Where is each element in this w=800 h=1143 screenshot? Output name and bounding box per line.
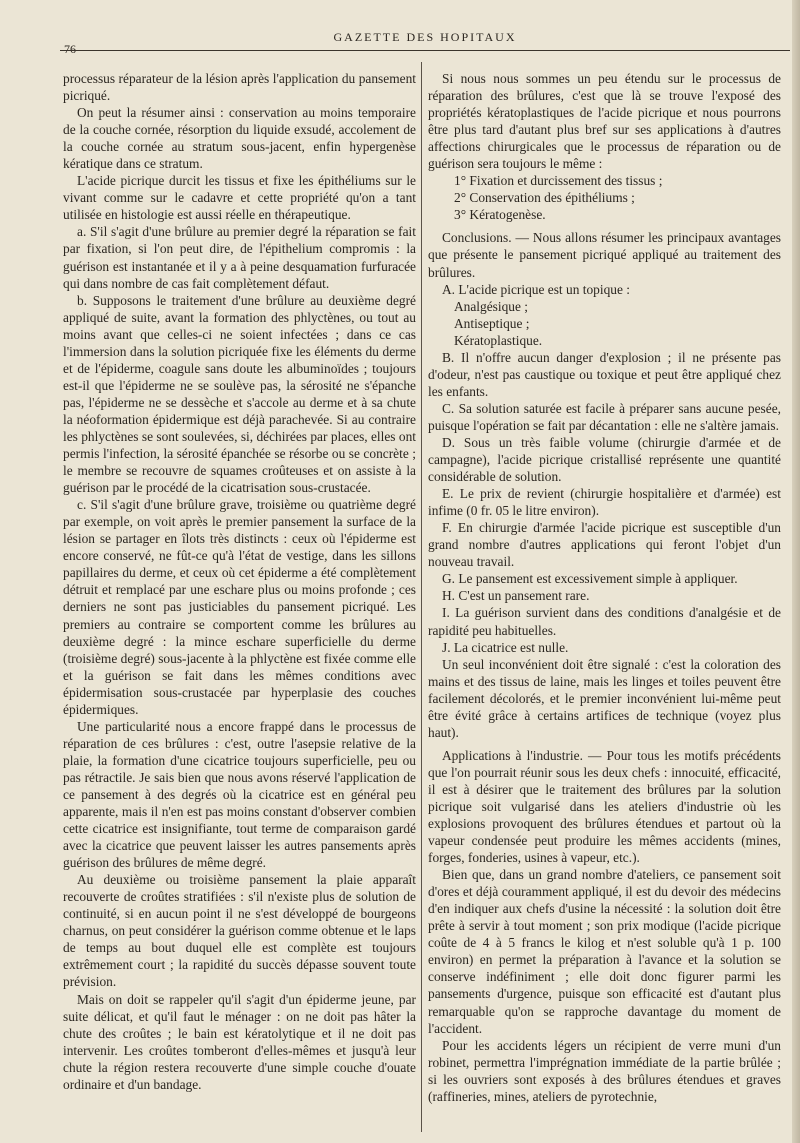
paragraph: C. Sa solution saturée est facile à préparer sans aucune pesée, puisque l'opération se fait par décantation : elle ne s'altère jamais. (428, 400, 781, 433)
running-title: GAZETTE DES HOPITAUX (333, 30, 517, 44)
paragraph: A. L'acide picrique est un topique : (442, 281, 630, 297)
paragraph: E. Le prix de revient (chirurgie hospitalière et d'armée) est infime (0 fr. 05 le litre environ). (428, 486, 781, 519)
paragraph: c. S'il s'agit d'une brûlure grave, troisième ou quatrième degré par exemple, on voit après le premier pansement la surface de la lésion se partager en îlots très distincts : ceux où l'épiderme est encore conservé, ne fût-ce qu'à l'état de vestige, dans les sillons papillaires du derme, et ceux où cet épiderme a été complètement détruit et remplacé par une eschare plus ou moins profonde ; ces derniers ne sont pas justiciables du pansement picriqué. Les premiers au contraire se comportent comme les brûlures au deuxième degré : la mince eschare superficielle du derme (troisième degré) sous-jacente à la phlyctène est fixée comme elle et la guérison se fait dans les mêmes conditions avec épidermisation sous-crustacée par hyperplasie des couches épidermiques. (63, 497, 416, 717)
paragraph: L'acide picrique durcit les tissus et fixe les épithéliums sur le vivant comme sur le cadavre et cette propriété qu'on a tant utilisée en histologie est aussi réelle en thérapeutique. (63, 173, 416, 223)
paragraph: On peut la résumer ainsi : conservation au moins temporaire de la couche cornée, résorption du liquide exsudé, accolement de la couche cornée au stratum sous-jacent, enfin hypergenèse kératique dans ce stratum. (63, 105, 416, 172)
page-edge (792, 0, 800, 1143)
paragraph: Applications à l'industrie. — Pour tous les motifs précédents que l'on pourrait réunir sous les deux chefs : innocuité, efficacité, il est à désirer que le traitement des brûlures par la solution picrique soit vulgarisé dans les ateliers d'industrie où les explosions provoquent des brûlures étendues et partout où la vapeur condensée peut produire les mêmes accidents (mines, forges, fonderies, usines à vapeur, etc.). (428, 747, 781, 866)
left-column (63, 70, 416, 1093)
paragraph: Un seul inconvénient doit être signalé : c'est la coloration des mains et des tissus de laine, mais les linges et toiles peuvent être facilement décolorés, et le premier inconvénient lui-même peut être évité grâce à certains artifices de technique (voyez plus haut). (428, 656, 781, 740)
paragraph: Pour les accidents légers un récipient de verre muni d'un robinet, permettra l'imprégnation immédiate de la partie brûlée ; si les ouvriers sont exposés à des brûlures étendues et graves (raffineries, mines, ateliers de pyrotechnie, (428, 1037, 781, 1104)
paragraph: Si nous nous sommes un peu étendu sur le processus de réparation des brûlures, c'est que là se trouve l'exposé des propriétés kératoplastiques de l'acide picrique et nous pourrons être plus tard d'autant plus bref sur ses applications à d'autres affections chirurgicales que le processus de réparation ou de guérison sera toujours le même : (428, 71, 781, 172)
paragraph: G. Le pansement est excessivement simple à appliquer. (442, 571, 738, 587)
paragraph: I. La guérison survient dans des conditions d'analgésie et de rapidité peu habituelles. (428, 605, 781, 638)
page-number: 76 (64, 42, 76, 56)
paragraph: J. La cicatrice est nulle. (442, 639, 569, 655)
header-rule (60, 50, 790, 51)
paragraph: D. Sous un très faible volume (chirurgie d'armée et de campagne), l'acide picrique cristallisé représente une quantité considérable de solution. (428, 434, 781, 485)
right-column (428, 70, 781, 1105)
paragraph: 3° Kératogenèse. (454, 207, 546, 223)
paragraph: Bien que, dans un grand nombre d'ateliers, ce pansement soit d'ores et déjà couramment appliqué, il est du devoir des médecins d'en indiquer aux chefs d'usine la nécessité : la solution doit être prête à servir à tout moment ; son prix modique (l'acide picrique coûte de 4 à 5 francs le kilog et n'est soluble qu'à 1 p. 100 environ) en permet la préparation à l'avance et la solution se conserve indéfiniment ; elle doit donc figurer parmi les pansements d'urgence, puisque son efficacité est d'autant plus remarquable qu'on se rapproche davantage du moment de l'accident. (428, 867, 781, 1036)
page-header (60, 22, 790, 56)
paragraph: a. S'il s'agit d'une brûlure au premier degré la réparation se fait par fixation, si l'on peut dire, de l'épithelium compromis : la guérison est instantanée et il y a à peine desquamation furfuracée qui dans nombre de cas fait complètement défaut. (63, 224, 416, 291)
paragraph: H. C'est un pansement rare. (442, 588, 590, 604)
paragraph: 1° Fixation et durcissement des tissus ; (454, 173, 663, 189)
paragraph: Analgésique ; (454, 298, 529, 314)
paragraph: Conclusions. — Nous allons résumer les principaux avantages que présente le pansement picriqué appliqué au traitement des brûlures. (428, 230, 781, 280)
paragraph: Une particularité nous a encore frappé dans le processus de réparation de ces brûlures : c'est, outre l'asepsie relative de la plaie, la formation d'une cicatrice toujours superficielle, peu ou pas rétractile. Je sais bien que nous avons réservé l'application de ce pansement à des degrés où la cicatrice est en général peu apparente, mais il n'en est pas moins constant d'observer combien cette cicatrice est insignifiante, tout terme de comparaison gardé avec la cicatrice que peuvent laisser les autres pansements après guérison des brûlures de même degré. (63, 718, 416, 871)
paragraph: Kératoplastique. (454, 332, 543, 348)
column-divider (421, 62, 422, 1132)
paragraph: 2° Conservation des épithéliums ; (454, 190, 635, 206)
paragraph: Mais on doit se rappeler qu'il s'agit d'un épiderme jeune, par suite délicat, et qu'il faut le ménager : on ne doit pas hâter la chute des croûtes ; le bain est kératolytique et il ne doit pas intervenir. Les croûtes tomberont d'elles-mêmes et jusqu'à leur chute la région restera recouverte d'une simple couche d'ouate ordinaire et d'un bandage. (63, 991, 416, 1092)
paragraph: F. En chirurgie d'armée l'acide picrique est susceptible d'un grand nombre d'autres applications qui feront l'objet d'un nouveau travail. (428, 520, 781, 570)
paragraph: processus réparateur de la lésion après l'application du pansement picriqué. (63, 71, 416, 104)
paragraph: Antiseptique ; (454, 315, 530, 331)
paragraph: Au deuxième ou troisième pansement la plaie apparaît recouverte de croûtes stratifiées : s'il n'existe plus de solution de continuité, si en aucun point il ne s'est développé de bourgeons charnus, on peut considérer la guérison comme obtenue et le laps de temps au bout duquel elle est complète est toujours extrêmement court ; la rapidité du succès dépasse souvent toute prévision. (63, 872, 416, 990)
paragraph: b. Supposons le traitement d'une brûlure au deuxième degré appliqué de suite, avant la formation des phlyctènes, ou tout au moins avant que celles-ci ne soient infectées ; dans ce cas l'immersion dans la solution picriquée fixe les éléments du derme et de l'épiderme, coagule sans doute les albuminoïdes ; toujours est-il que l'épiderme ne se soulève pas, la sérosité ne s'épanche pas, l'épiderme ne se dessèche et s'accole au derme et à sa chute la néoformation épidermique est déjà parachevée. Si au contraire les phlyctènes se sont soulevées, si, déchirées par places, elles ont permis l'infection, la sérosité épanchée se résorbe ou se concrète ; le membre se recouvre de squames croûteuses et on assiste à la guérison par le procédé de la cicatrisation sous-crustacée. (63, 292, 416, 496)
paragraph: B. Il n'offre aucun danger d'explosion ; il ne présente pas d'odeur, n'est pas caustique ou toxique et peut être appliqué chez les enfants. (428, 349, 781, 399)
